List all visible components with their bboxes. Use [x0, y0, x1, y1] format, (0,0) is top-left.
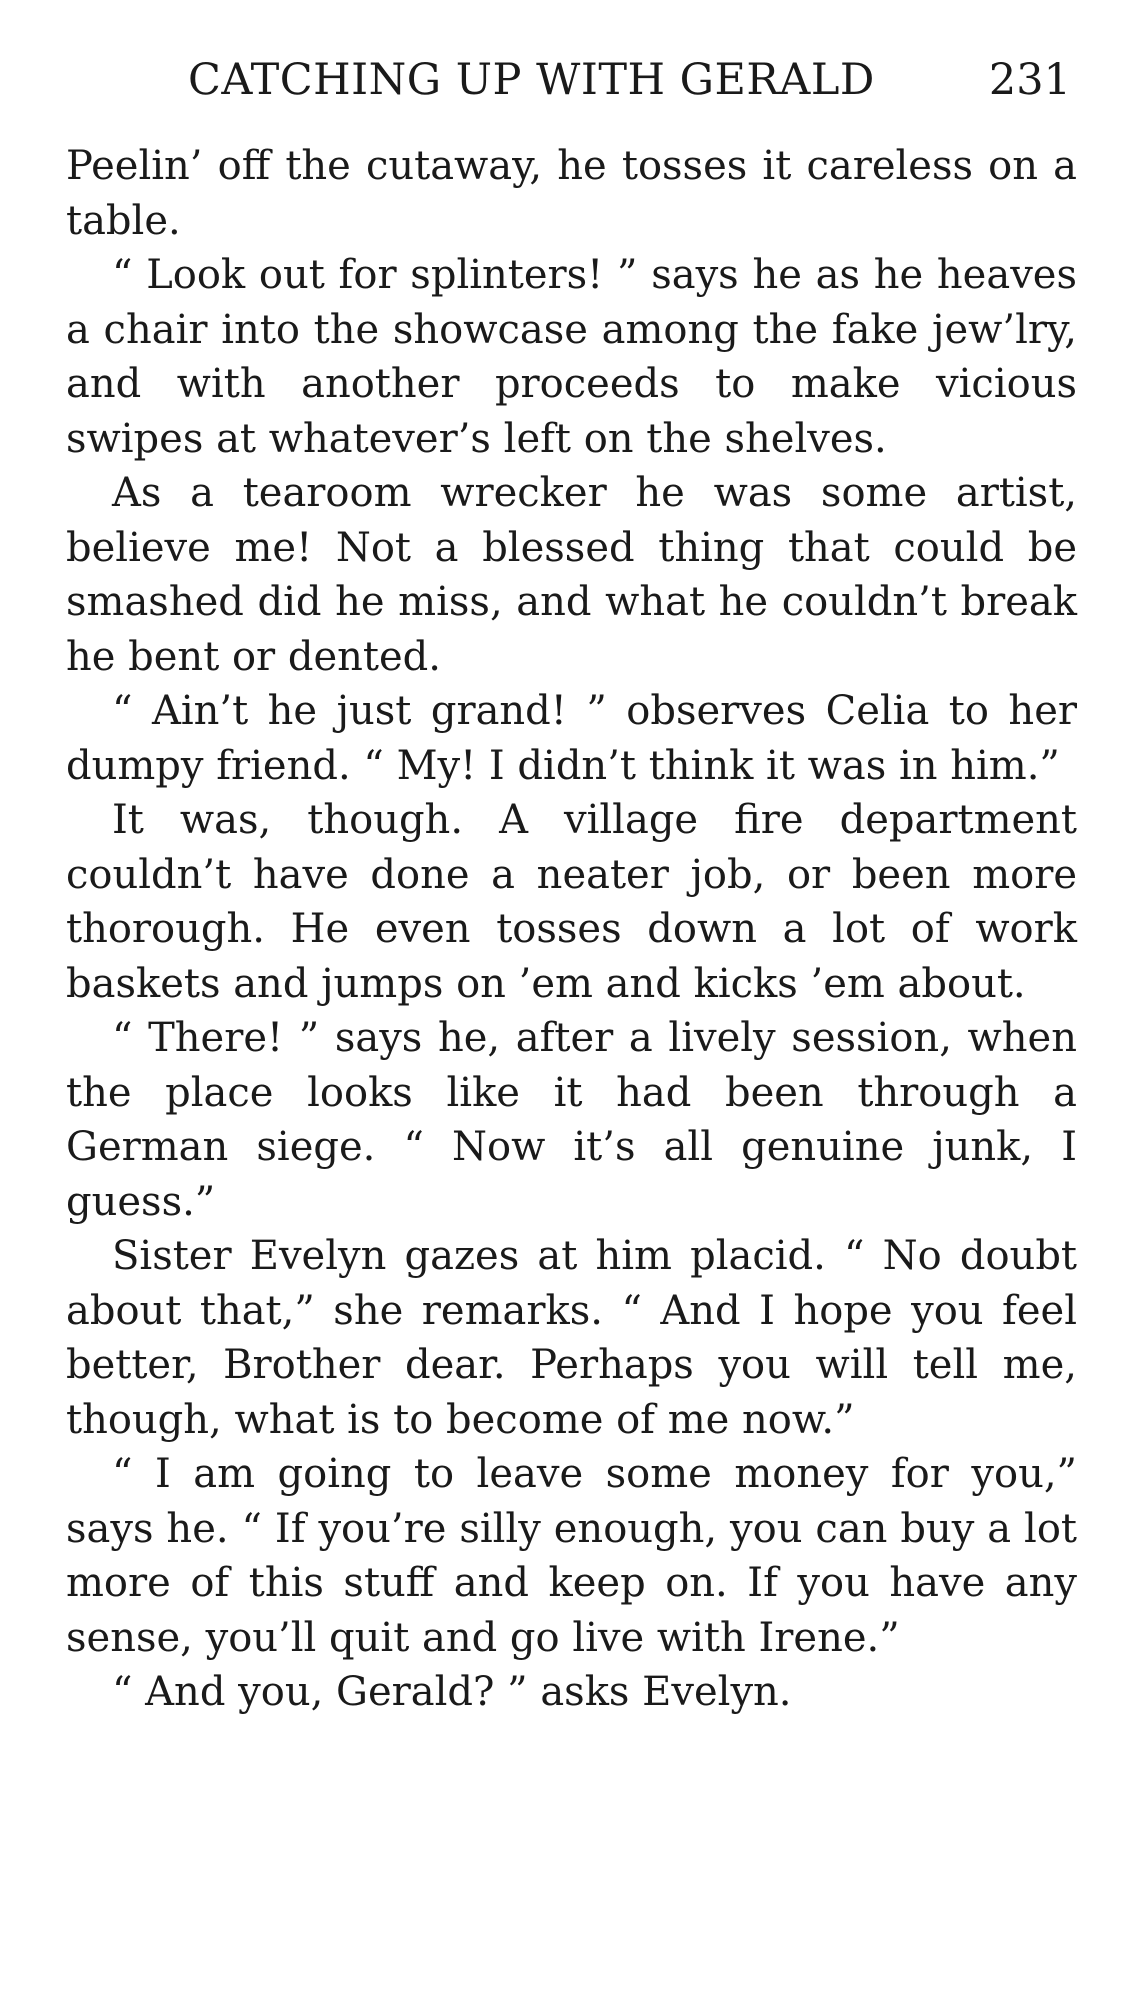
paragraph: “ There! ” says he, after a lively session, when the place looks like it had been through a German siege. “ Now it’s all genuine junk, I guess.” [66, 1015, 1077, 1225]
paragraph: “ And you, Gerald? ” asks Evelyn. [112, 1669, 792, 1715]
paragraph: “ I am going to leave some money for you,” says he. “ If you’re silly enough, you can buy a lot more of this stuff and keep on. If you have any sense, you’ll quit and go live with Irene.” [66, 1451, 1077, 1661]
paragraph: It was, though. A village fire department couldn’t have done a neater job, or been more thorough. He even tosses down a lot of work baskets and jumps on ’em and kicks ’em about. [66, 797, 1077, 1007]
running-title: CATCHING UP WITH GERALD [188, 55, 875, 105]
paragraph: “ Look out for splinters! ” says he as he heaves a chair into the showcase among the fake jew’lry, and with another proceeds to make vicious swipes at whatever’s left on the shelves. [66, 252, 1077, 462]
paragraph: Peelin’ off the cutaway, he tosses it careless on a table. [66, 143, 1077, 244]
running-head [66, 55, 1077, 113]
body-text [66, 139, 1077, 1720]
paragraph: Sister Evelyn gazes at him placid. “ No doubt about that,” she remarks. “ And I hope you feel better, Brother dear. Perhaps you will tell me, though, what is to become of me now.” [66, 1233, 1077, 1443]
paragraph: As a tearoom wrecker he was some artist, believe me! Not a blessed thing that could be smashed did he miss, and what he couldn’t break he bent or dented. [66, 470, 1077, 680]
page-number: 231 [988, 55, 1071, 105]
paragraph: “ Ain’t he just grand! ” observes Celia to her dumpy friend. “ My! I didn’t think it was in him.” [66, 688, 1077, 789]
